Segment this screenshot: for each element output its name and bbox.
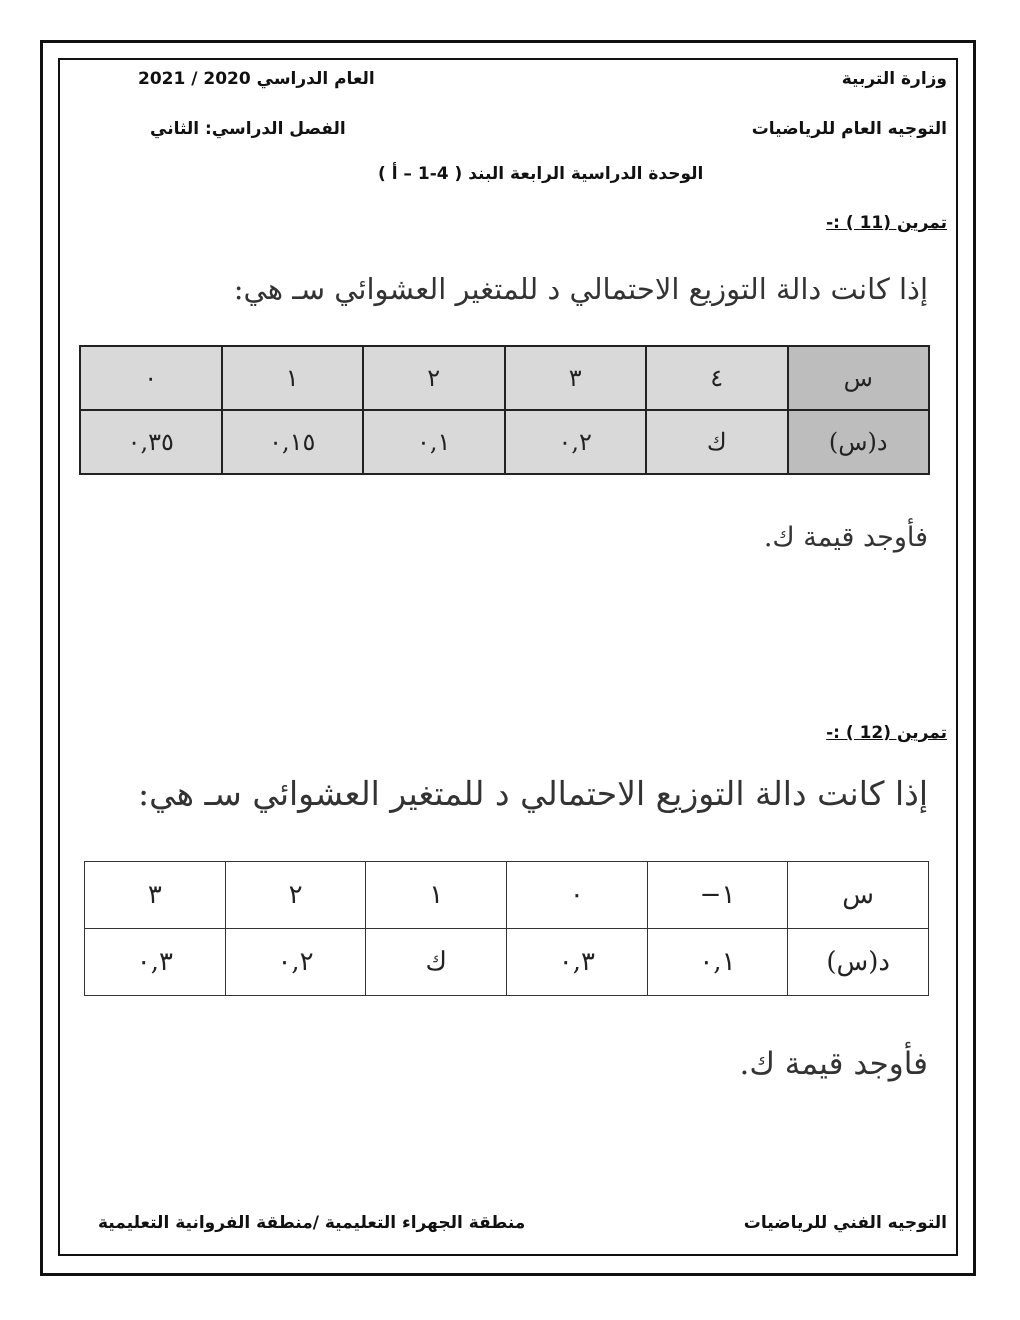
- table-cell: ك: [646, 410, 788, 474]
- exercise-11-title: تمرين (11 ) :-: [826, 213, 947, 233]
- table-cell: د(س): [788, 410, 930, 474]
- exercise-12-task: فأوجد قيمة ك.: [739, 1046, 928, 1082]
- exercise-11-question: إذا كانت دالة التوزيع الاحتمالي د للمتغير العشوائي سـ هي:: [233, 272, 928, 306]
- exercise-12-question: إذا كانت دالة التوزيع الاحتمالي د للمتغير العشوائي سـ هي:: [138, 774, 928, 813]
- table-cell: ١−: [647, 862, 788, 929]
- table-cell: ٠,٣: [85, 929, 226, 996]
- table-cell: ٠: [80, 346, 222, 410]
- ministry-label: وزارة التربية: [841, 69, 947, 89]
- exercise-11-task: فأوجد قيمة ك.: [763, 522, 928, 553]
- academic-year: العام الدراسي 2020 / 2021: [138, 69, 375, 89]
- table-cell: ٠,١: [647, 929, 788, 996]
- distribution-table-2: [84, 861, 929, 996]
- table-row: [80, 346, 929, 410]
- footer-regions: منطقة الجهراء التعليمية /منطقة الفروانية التعليمية: [98, 1213, 526, 1233]
- table-cell: ١: [222, 346, 364, 410]
- footer-guidance: التوجيه الفني للرياضيات: [743, 1213, 947, 1233]
- table-cell: ك: [366, 929, 507, 996]
- table-cell: ٢: [225, 862, 366, 929]
- table-cell: س: [788, 862, 929, 929]
- distribution-table-1: [79, 345, 930, 475]
- semester-label: الفصل الدراسي: الثاني: [150, 119, 346, 139]
- unit-title: الوحدة الدراسية الرابعة البند ( 4-1 – أ ): [378, 164, 704, 184]
- table-cell: ٠,٢: [505, 410, 647, 474]
- table-cell: ٣: [85, 862, 226, 929]
- table-cell: ٠,١٥: [222, 410, 364, 474]
- table-row: [80, 410, 929, 474]
- table-row: [85, 862, 929, 929]
- table-cell: ٠,٣: [507, 929, 648, 996]
- table-cell: ٣: [505, 346, 647, 410]
- table-cell: د(س): [788, 929, 929, 996]
- table-cell: ٠,٢: [225, 929, 366, 996]
- table-cell: ٤: [646, 346, 788, 410]
- table-row: [85, 929, 929, 996]
- table-cell: ٠,١: [363, 410, 505, 474]
- table-cell: س: [788, 346, 930, 410]
- guidance-label: التوجيه العام للرياضيات: [751, 119, 947, 139]
- table-cell: ١: [366, 862, 507, 929]
- table-cell: ٠,٣٥: [80, 410, 222, 474]
- table-cell: ٠: [507, 862, 648, 929]
- exercise-12-title: تمرين (12 ) :-: [826, 723, 947, 743]
- table-cell: ٢: [363, 346, 505, 410]
